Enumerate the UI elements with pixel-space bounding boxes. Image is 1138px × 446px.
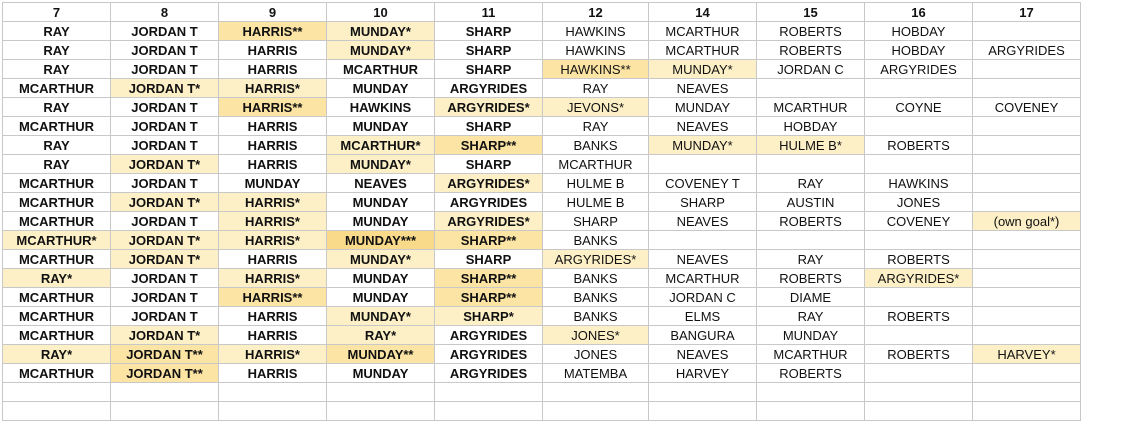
table-cell: RAY <box>543 79 649 98</box>
table-row <box>3 250 1081 269</box>
table-cell: MCARTHUR <box>757 345 865 364</box>
table-cell: RAY* <box>3 269 111 288</box>
table-cell: RAY <box>3 98 111 117</box>
table-cell: MUNDAY <box>327 117 435 136</box>
table-cell: HOBDAY <box>757 117 865 136</box>
table-cell: RAY <box>3 41 111 60</box>
table-cell: HAWKINS <box>543 22 649 41</box>
table-cell: ARGYRIDES <box>973 41 1081 60</box>
table-cell: HARRIS <box>219 136 327 155</box>
table-cell <box>973 307 1081 326</box>
column-header: 8 <box>111 3 219 22</box>
table-cell: MCARTHUR <box>3 307 111 326</box>
table-cell: DIAME <box>757 288 865 307</box>
table-cell: SHARP <box>435 22 543 41</box>
table-cell: HARRIS <box>219 117 327 136</box>
table-cell: ROBERTS <box>757 41 865 60</box>
table-cell: ARGYRIDES <box>435 193 543 212</box>
table-cell: MUNDAY <box>327 269 435 288</box>
table-cell: JEVONS* <box>543 98 649 117</box>
table-cell: SHARP** <box>435 269 543 288</box>
column-header: 15 <box>757 3 865 22</box>
table-cell: MCARTHUR <box>327 60 435 79</box>
table-cell: MCARTHUR <box>3 288 111 307</box>
table-cell: BANKS <box>543 269 649 288</box>
table-cell: RAY <box>757 250 865 269</box>
table-cell <box>865 117 973 136</box>
table-cell: MUNDAY* <box>327 41 435 60</box>
table-row <box>3 288 1081 307</box>
table-cell: HARRIS* <box>219 193 327 212</box>
table-row <box>3 174 1081 193</box>
column-header: 11 <box>435 3 543 22</box>
table-cell: JORDAN T <box>111 269 219 288</box>
table-cell: ROBERTS <box>865 307 973 326</box>
table-cell: MUNDAY* <box>649 136 757 155</box>
table-cell <box>327 402 435 421</box>
column-header: 12 <box>543 3 649 22</box>
table-cell: HARRIS <box>219 307 327 326</box>
table-cell: ARGYRIDES <box>865 60 973 79</box>
table-cell <box>973 269 1081 288</box>
table-cell: RAY <box>757 174 865 193</box>
table-cell: HAWKINS** <box>543 60 649 79</box>
table-cell <box>649 155 757 174</box>
table-cell: RAY* <box>327 326 435 345</box>
table-row <box>3 136 1081 155</box>
table-cell: RAY <box>3 22 111 41</box>
table-cell: SHARP** <box>435 231 543 250</box>
table-cell: RAY <box>3 60 111 79</box>
table-cell: NEAVES <box>649 345 757 364</box>
table-cell: MCARTHUR <box>543 155 649 174</box>
table-cell: JONES <box>865 193 973 212</box>
table-cell: NEAVES <box>649 117 757 136</box>
table-cell: ARGYRIDES <box>435 345 543 364</box>
table-cell: HOBDAY <box>865 22 973 41</box>
column-header: 9 <box>219 3 327 22</box>
table-cell <box>757 79 865 98</box>
table-cell: HARRIS* <box>219 79 327 98</box>
table-cell: JORDAN T* <box>111 250 219 269</box>
table-row <box>3 383 1081 402</box>
table-cell: HARRIS <box>219 250 327 269</box>
table-cell <box>973 364 1081 383</box>
table-cell: HARRIS** <box>219 98 327 117</box>
table-cell: RAY <box>543 117 649 136</box>
table-cell: COVENEY <box>865 212 973 231</box>
table-cell: RAY <box>3 136 111 155</box>
table-cell: ROBERTS <box>757 364 865 383</box>
table-cell: ROBERTS <box>865 136 973 155</box>
table-cell <box>973 60 1081 79</box>
table-row <box>3 41 1081 60</box>
table-cell: ARGYRIDES* <box>435 98 543 117</box>
table-cell <box>973 22 1081 41</box>
table-cell: HAWKINS <box>327 98 435 117</box>
table-cell: MUNDAY* <box>327 250 435 269</box>
table-cell: JORDAN T* <box>111 231 219 250</box>
table-row <box>3 98 1081 117</box>
table-cell: MUNDAY** <box>327 345 435 364</box>
table-cell: JONES* <box>543 326 649 345</box>
table-cell <box>649 383 757 402</box>
table-cell: ROBERTS <box>757 22 865 41</box>
table-cell <box>865 326 973 345</box>
table-cell: JORDAN T* <box>111 155 219 174</box>
table-cell: MCARTHUR <box>649 41 757 60</box>
table-cell: MUNDAY <box>757 326 865 345</box>
table-cell: HARRIS <box>219 155 327 174</box>
table-cell: HARRIS* <box>219 231 327 250</box>
table-cell: ROBERTS <box>865 345 973 364</box>
table-cell: SHARP <box>435 41 543 60</box>
table-cell <box>973 383 1081 402</box>
table-cell: NEAVES <box>649 79 757 98</box>
table-cell: MUNDAY <box>327 364 435 383</box>
table-cell: SHARP** <box>435 136 543 155</box>
table-cell <box>865 288 973 307</box>
table-cell <box>865 79 973 98</box>
table-cell: ARGYRIDES* <box>435 174 543 193</box>
table-cell: MCARTHUR <box>3 212 111 231</box>
table-cell: JORDAN T* <box>111 79 219 98</box>
table-cell: ROBERTS <box>757 269 865 288</box>
table-cell: JONES <box>543 345 649 364</box>
table-cell: NEAVES <box>649 212 757 231</box>
table-cell: ARGYRIDES <box>435 364 543 383</box>
table-cell: BANGURA <box>649 326 757 345</box>
table-cell <box>111 383 219 402</box>
table-cell: HAWKINS <box>543 41 649 60</box>
table-cell: HULME B <box>543 174 649 193</box>
table-cell: MUNDAY* <box>649 60 757 79</box>
table-cell: MCARTHUR* <box>327 136 435 155</box>
table-cell: HAWKINS <box>865 174 973 193</box>
table-cell: AUSTIN <box>757 193 865 212</box>
table-cell: JORDAN T <box>111 98 219 117</box>
table-cell <box>649 402 757 421</box>
table-cell: HARVEY* <box>973 345 1081 364</box>
table-cell: ARGYRIDES* <box>543 250 649 269</box>
table-cell: MUNDAY <box>327 288 435 307</box>
table-cell: SHARP <box>435 117 543 136</box>
table-row <box>3 193 1081 212</box>
table-cell <box>973 250 1081 269</box>
table-cell: ROBERTS <box>757 212 865 231</box>
table-cell <box>973 155 1081 174</box>
table-cell: MCARTHUR* <box>3 231 111 250</box>
table-row <box>3 22 1081 41</box>
table-cell: RAY <box>3 155 111 174</box>
table-cell <box>973 136 1081 155</box>
table-cell <box>543 383 649 402</box>
table-cell: JORDAN T <box>111 41 219 60</box>
table-cell: MUNDAY <box>327 212 435 231</box>
table-cell: JORDAN T <box>111 60 219 79</box>
table-row <box>3 231 1081 250</box>
table-cell <box>327 383 435 402</box>
table-cell: HULME B <box>543 193 649 212</box>
table-cell: MCARTHUR <box>3 174 111 193</box>
table-cell <box>435 383 543 402</box>
table-cell: MCARTHUR <box>3 364 111 383</box>
table-cell: NEAVES <box>327 174 435 193</box>
table-cell: SHARP** <box>435 288 543 307</box>
table-cell: MATEMBA <box>543 364 649 383</box>
table-row <box>3 60 1081 79</box>
table-cell: HARRIS <box>219 326 327 345</box>
table-cell: MUNDAY*** <box>327 231 435 250</box>
table-cell: MCARTHUR <box>649 22 757 41</box>
table-cell: HARRIS <box>219 364 327 383</box>
table-cell: NEAVES <box>649 250 757 269</box>
table-body <box>3 3 1081 421</box>
column-header: 14 <box>649 3 757 22</box>
table-cell: RAY <box>757 307 865 326</box>
table-row <box>3 364 1081 383</box>
table-cell <box>219 402 327 421</box>
table-row <box>3 326 1081 345</box>
table-cell: SHARP <box>435 155 543 174</box>
table-cell: MUNDAY <box>649 98 757 117</box>
table-cell: HARRIS* <box>219 345 327 364</box>
table-row <box>3 345 1081 364</box>
table-cell: JORDAN T <box>111 174 219 193</box>
table-cell: ROBERTS <box>865 250 973 269</box>
table-cell: SHARP <box>435 250 543 269</box>
table-row <box>3 212 1081 231</box>
table-cell: JORDAN T <box>111 117 219 136</box>
table-cell: BANKS <box>543 288 649 307</box>
column-header: 16 <box>865 3 973 22</box>
table-cell: BANKS <box>543 231 649 250</box>
header-row <box>3 3 1081 22</box>
table-cell: MUNDAY* <box>327 155 435 174</box>
table-cell <box>973 231 1081 250</box>
table-cell <box>543 402 649 421</box>
table-cell <box>3 402 111 421</box>
table-cell <box>111 402 219 421</box>
table-cell: JORDAN C <box>649 288 757 307</box>
table-row <box>3 117 1081 136</box>
table-cell: HARRIS* <box>219 269 327 288</box>
table-cell: SHARP <box>649 193 757 212</box>
table-cell: MCARTHUR <box>3 193 111 212</box>
table-cell: MUNDAY* <box>327 307 435 326</box>
table-cell <box>865 383 973 402</box>
table-cell: COVENEY <box>973 98 1081 117</box>
table-cell: JORDAN T <box>111 22 219 41</box>
table-cell: HOBDAY <box>865 41 973 60</box>
table-row <box>3 79 1081 98</box>
table-cell: JORDAN T* <box>111 193 219 212</box>
table-cell: JORDAN T <box>111 212 219 231</box>
table-cell <box>757 231 865 250</box>
table-cell: ARGYRIDES <box>435 326 543 345</box>
table-cell <box>757 402 865 421</box>
table-cell: MUNDAY* <box>327 22 435 41</box>
table-cell: ARGYRIDES <box>435 79 543 98</box>
table-cell: ARGYRIDES* <box>435 212 543 231</box>
table-cell: ELMS <box>649 307 757 326</box>
table-cell: SHARP <box>435 60 543 79</box>
column-header: 10 <box>327 3 435 22</box>
table-cell: JORDAN T** <box>111 364 219 383</box>
table-cell <box>757 155 865 174</box>
table-cell <box>435 402 543 421</box>
table-cell <box>973 193 1081 212</box>
table-cell: MUNDAY <box>219 174 327 193</box>
table-cell: SHARP <box>543 212 649 231</box>
table-cell: JORDAN T <box>111 307 219 326</box>
table-cell <box>865 155 973 174</box>
table-cell: ARGYRIDES* <box>865 269 973 288</box>
table-cell <box>865 402 973 421</box>
table-cell: JORDAN T** <box>111 345 219 364</box>
table-cell: HARRIS** <box>219 288 327 307</box>
table-cell: BANKS <box>543 307 649 326</box>
table-row <box>3 155 1081 174</box>
table-cell: HARRIS <box>219 60 327 79</box>
table-cell: HARRIS <box>219 41 327 60</box>
table-cell <box>973 174 1081 193</box>
table-cell <box>973 326 1081 345</box>
table-cell <box>973 117 1081 136</box>
table-cell: MCARTHUR <box>3 326 111 345</box>
column-header: 7 <box>3 3 111 22</box>
table-cell <box>973 402 1081 421</box>
table-cell: COVENEY T <box>649 174 757 193</box>
table-cell: JORDAN C <box>757 60 865 79</box>
table-cell: HARRIS** <box>219 22 327 41</box>
squad-number-table <box>2 2 1081 421</box>
table-row <box>3 269 1081 288</box>
table-cell <box>757 383 865 402</box>
table-cell <box>865 364 973 383</box>
table-cell: JORDAN T* <box>111 326 219 345</box>
table-cell <box>865 231 973 250</box>
column-header: 17 <box>973 3 1081 22</box>
table-cell: MUNDAY <box>327 79 435 98</box>
table-cell: BANKS <box>543 136 649 155</box>
table-cell <box>3 383 111 402</box>
table-cell <box>649 231 757 250</box>
table-cell: HARRIS* <box>219 212 327 231</box>
table-cell: MCARTHUR <box>3 250 111 269</box>
table-cell: JORDAN T <box>111 136 219 155</box>
table-cell <box>219 383 327 402</box>
table-cell: MCARTHUR <box>3 117 111 136</box>
table-cell: HULME B* <box>757 136 865 155</box>
table-cell: MCARTHUR <box>3 79 111 98</box>
table-row <box>3 307 1081 326</box>
table-cell: (own goal*) <box>973 212 1081 231</box>
table-cell: HARVEY <box>649 364 757 383</box>
table-cell <box>973 288 1081 307</box>
table-cell: MCARTHUR <box>649 269 757 288</box>
table-cell: JORDAN T <box>111 288 219 307</box>
table-cell: COYNE <box>865 98 973 117</box>
table-cell: SHARP* <box>435 307 543 326</box>
table-cell: MUNDAY <box>327 193 435 212</box>
table-row <box>3 402 1081 421</box>
table-cell: MCARTHUR <box>757 98 865 117</box>
table-cell: RAY* <box>3 345 111 364</box>
table-cell <box>973 79 1081 98</box>
